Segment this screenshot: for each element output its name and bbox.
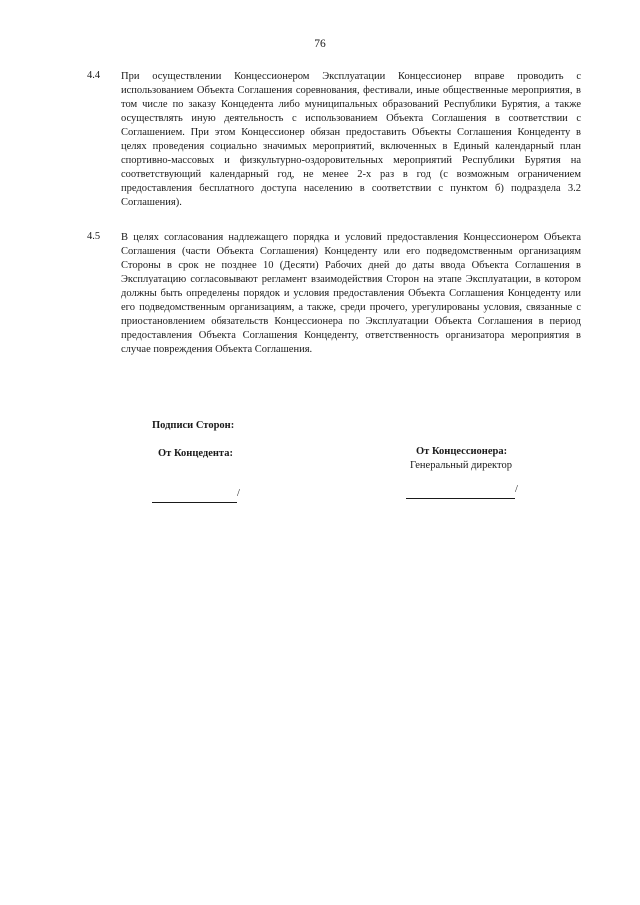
page-number: 76 [314,38,326,50]
signatures-heading: Подписи Сторон: [152,420,235,431]
clause-number: 4.4 [87,70,101,81]
clause-number: 4.5 [87,231,101,242]
grantor-label: От Концедента: [158,448,233,459]
concessionaire-position: Генеральный директор [410,460,512,471]
concessionaire-label: От Концессионера: [416,446,508,457]
grantor-signature-slash: / [237,488,240,499]
concessionaire-signature-slash: / [515,484,518,495]
grantor-signature-line [152,490,237,503]
clause-text: При осуществлении Концессионером Эксплуатации Концессионер вправе проводить с использованием Объекта Соглашения соревнования, фестивали, иные общественные мероприятия, в том числе по заказу Концедента либо муниципальных образований Республики Бурятия, а также осуществлять иную деятельность с использованием Объекта Соглашения в соответствии с Соглашением. При этом Концессионер обязан предоставить Объекты Соглашения Концеденту в целях проведения социально значимых мероприятий, включенных в Единый календарный план спортивно-массовых и физкультурно-оздоровительных мероприятий Республики Бурятия на соответствующий календарный год, не менее 2-х раз в год (с возможным ограничением предоставления бесплатного доступа населению в соответствии с пунктом б) подраздела 3.2 Соглашения). [121,71,581,208]
clause-text: В целях согласования надлежащего порядка и условий предоставления Концессионером Объекта Соглашения (части Объекта Соглашения) Концеденту или его подведомственным организациям Стороны в срок не позднее 10 (Десяти) Рабочих дней до даты ввода Объекта Соглашения в Эксплуатацию согласовывают регламент взаимодействия Сторон на этапе Эксплуатации, в котором должны быть определены порядок и условия предоставления Объекта Соглашения Концеденту или его подведомственным организациям, а также, среди прочего, урегулированы условия, связанные с приостановлением обязательств Концессионера по Эксплуатации Объекта Соглашения в период предоставления Объекта Соглашения Концеденту, ответственность организатора мероприятия в случае повреждения Объекта Соглашения. [121,232,581,355]
concessionaire-signature-line [406,486,515,499]
